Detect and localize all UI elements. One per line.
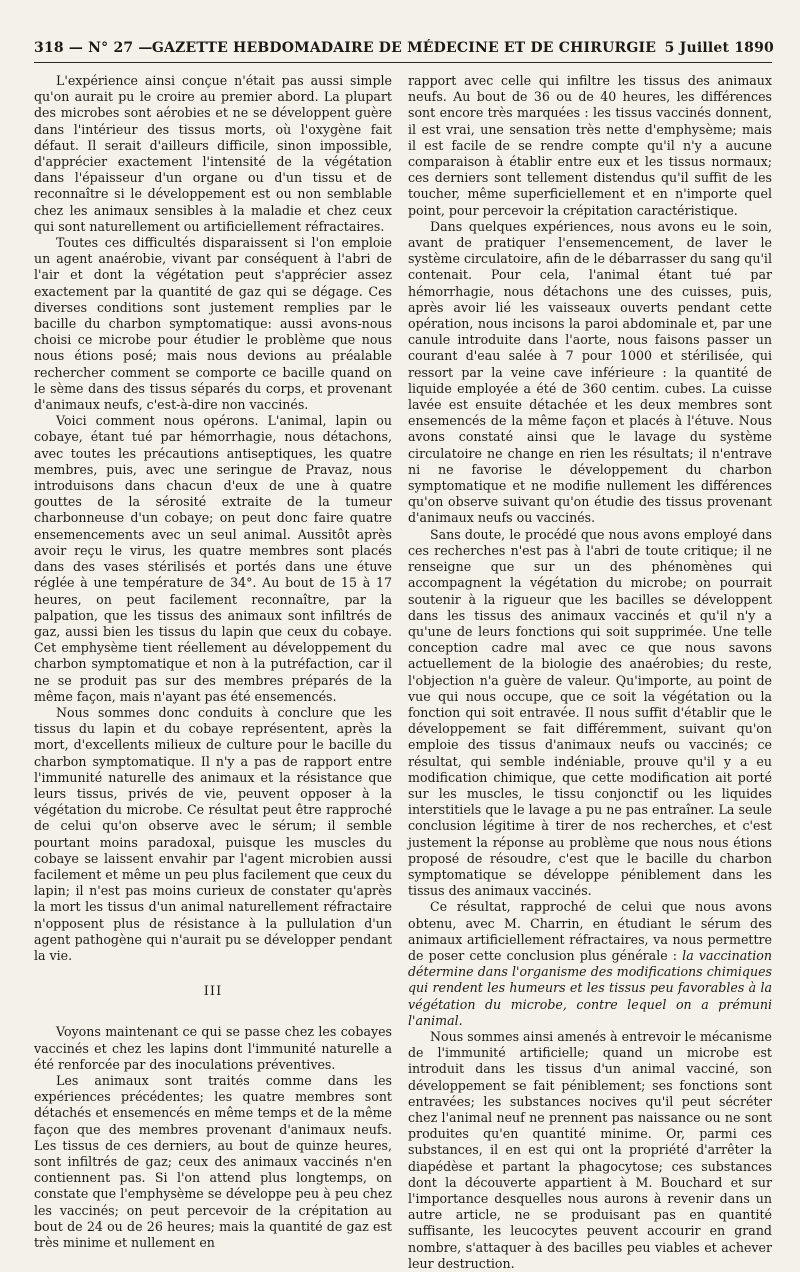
conclusion-paragraph xyxy=(408,899,772,1029)
paragraph-continuation: rapport avec celle qui infiltre les tissus des animaux neufs. Au bout de 36 ou de 40 heures, les différences sont encore très marquées : les tissus vaccinés donnent, il est vrai, une sensation très nette d'emphysème; mais il est facile de se rendre compte qu'il n'y a aucune comparaison à établir entre eux et les tissus normaux; ces derniers sont tellement distendus qu'il suffit de les toucher, même superficiellement et en n'importe quel point, pour percevoir la crépitation caractéristique. xyxy=(408,73,772,218)
paragraph: L'expérience ainsi conçue n'était pas aussi simple qu'on aurait pu le croire au premier abord. La plupart des microbes sont aérobies et ne se développent guère dans l'intérieur des tissus morts, où l'oxygène fait défaut. Il serait d'ailleurs difficile, sinon impossible, d'apprécier exactement l'intensité de la végétation dans l'épaisseur d'un organe ou d'un tissu et de reconnaître si le développement est ou non semblable chez les animaux sensibles à la maladie et chez ceux qui sont naturellement ou artificiellement réfractaires. xyxy=(34,73,392,234)
conclusion-intro: Ce résultat, rapproché de celui que nous avons obtenu, avec M. Charrin, en étudiant le sérum des animaux artificiellement réfractaires, va nous permettre de poser cette conclusion plus générale : xyxy=(408,899,772,963)
page-number: 318 — N° 27 — xyxy=(34,40,153,56)
journal-title: GAZETTE HEBDOMADAIRE DE MÉDECINE ET DE CHIRURGIE xyxy=(151,40,657,56)
running-header xyxy=(34,40,774,60)
section-number: III xyxy=(203,984,223,1000)
paragraph: Voyons maintenant ce qui se passe chez les cobayes vaccinés et chez les lapins dont l'immunité naturelle a été renforcée par des inoculations préventives. xyxy=(34,1024,392,1072)
header-rule xyxy=(34,62,772,63)
paragraph: Sans doute, le procédé que nous avons employé dans ces recherches n'est pas à l'abri de toute critique; il ne renseigne que sur un des phénomènes qui accompagnent la végétation du microbe; on pourrait soutenir à la rigueur que les bacilles se développent dans les tissus des animaux vaccinés et qu'il n'y a qu'une de leurs fonctions qui soit supprimée. Une telle conception cadre mal avec ce que nous savons actuellement de la biologie des anaérobies; du reste, l'objection n'a guère de valeur. Qu'importe, au point de vue qui nous occupe, que ce soit la végétation ou la fonction qui soit entravée. Il nous suffit d'établir que le développement se fait différemment, suivant qu'on emploie des tissus d'animaux neufs ou vaccinés; ce résultat, qui semble indéniable, prouve qu'il y a eu modification chimique, que cette modification ait porté sur les muscles, le tissu conjonctif ou les liquides interstitiels que le lavage a pu ne pas entraîner. La seule conclusion légitime à tirer de nos recherches, et c'est justement la réponse au problème que nous nous étions proposé de résoudre, c'est que le bacille du charbon symptomatique se développe péniblement dans les tissus des animaux vaccinés. xyxy=(408,526,772,899)
paragraph: Nous sommes ainsi amenés à entrevoir le mécanisme de l'immunité artificielle; quand un microbe est introduit dans les tissus d'un animal vacciné, son développement se fait péniblement; ses fonctions sont entravées; les substances nocives qu'il peut sécréter chez l'animal neuf ne prennent pas naissance ou ne sont produites qu'en quantité minime. Or, parmi ces substances, il en est qui ont la propriété d'arrêter la diapédèse et partant la phagocytose; ces substances dont la découverte appartient à M. Bouchard et sur l'importance desquelles nous aurons à revenir dans un autre article, ne se produisant pas en quantité suffisante, les leucocytes peuvent accourir en grand nombre, s'attaquer à des bacilles peu viables et achever leur destruction. xyxy=(408,1028,772,1271)
right-column xyxy=(408,73,772,1272)
left-column xyxy=(34,73,392,1251)
conclusion-italic: la vaccination détermine dans l'organisme des modifications chimiques qui rendent les humeurs et les tissus peu favorables à la végétation du microbe, contre lequel on a prémuni l'animal. xyxy=(408,947,772,1028)
paragraph: Les animaux sont traités comme dans les expériences précédentes; les quatre membres sont détachés et ensemencés en même temps et de la même façon que des membres provenant d'animaux neufs. Les tissus de ces derniers, au bout de quinze heures, sont infiltrés de gaz; ceux des animaux vaccinés n'en contiennent pas. Si l'on attend plus longtemps, on constate que l'emphysème se développe peu à peu chez les vaccinés; on peut percevoir de la crépitation au bout de 24 ou de 26 heures; mais la quantité de gaz est très minime et nullement en xyxy=(34,1072,392,1251)
issue-date: 5 Juillet 1890 xyxy=(664,40,774,56)
paragraph: Voici comment nous opérons. L'animal, lapin ou cobaye, étant tué par hémorrhagie, nous détachons, avec toutes les précautions antiseptiques, les quatre membres, puis, avec une seringue de Pravaz, nous introduisons dans chacun d'eux de une à quatre gouttes de la sérosité extraite de la tumeur charbonneuse d'un cobaye; on peut donc faire quatre ensemencements avec un seul animal. Aussitôt après avoir reçu le virus, les quatre membres sont placés dans des vases stérilisés et portés dans une étuve réglée à une température de 34°. Au bout de 15 à 17 heures, on peut facilement reconnaître, par la palpation, que les tissus des animaux sont infiltrés de gaz, aussi bien les tissus du lapin que ceux du cobaye. Cet emphysème tient réellement au développement du charbon symptomatique et non à la putréfaction, car il ne se produit pas sur des membres préparés de la même façon, mais n'ayant pas été ensemencés. xyxy=(34,413,392,704)
paragraph: Nous sommes donc conduits à conclure que les tissus du lapin et du cobaye représentent, après la mort, d'excellents milieux de culture pour le bacille du charbon symptomatique. Il n'y a pas de rapport entre l'immunité naturelle des animaux et la résistance que leurs tissus, privés de vie, peuvent opposer à la végétation du microbe. Ce résultat peut être rapproché de celui qu'on observe avec le sérum; il semble pourtant moins paradoxal, puisque les muscles du cobaye se laissent envahir par l'agent microbien aussi facilement et même un peu plus facilement que ceux du lapin; il n'est pas moins curieux de constater qu'après la mort les tissus d'un animal naturellement réfractaire n'opposent plus de résistance à la pullulation d'un agent pathogène qui n'aurait pu se développer pendant la vie. xyxy=(34,704,392,963)
paragraph: Toutes ces difficultés disparaissent si l'on emploie un agent anaérobie, vivant par conséquent à l'abri de l'air et dont la végétation peut s'apprécier assez exactement par la quantité de gaz qui se dégage. Ces diverses conditions sont justement remplies par le bacille du charbon symptomatique: aussi avons-nous choisi ce microbe pour étudier le problème que nous nous étions posé; mais nous devions au préalable rechercher comment se comporte ce bacille quand on le sème dans des tissus séparés du corps, et provenant d'animaux neufs, c'est-à-dire non vaccinés. xyxy=(34,235,392,413)
paragraph: Dans quelques expériences, nous avons eu le soin, avant de pratiquer l'ensemencement, de laver le système circulatoire, afin de le débarrasser du sang qu'il contenait. Pour cela, l'animal étant tué par hémorrhagie, nous détachons une des cuisses, puis, après avoir lié les vaisseaux ouverts pendant cette opération, nous incisons la paroi abdominale et, par une canule introduite dans l'aorte, nous faisons passer un courant d'eau salée à 7 pour 1000 et stérilisée, qui ressort par la veine cave inférieure : la quantité de liquide employée a été de 360 centim. cubes. La cuisse lavée est ensuite détachée et les deux membres sont ensemencés de la même façon et placés à l'étuve. Nous avons constaté ainsi que le lavage du système circulatoire ne change en rien les résultats; il n'entrave ni ne favorise le développement du charbon symptomatique et ne modifie nullement les différences qu'on observe suivant qu'on étudie des tissus provenant d'animaux neufs ou vaccinés. xyxy=(408,218,772,526)
